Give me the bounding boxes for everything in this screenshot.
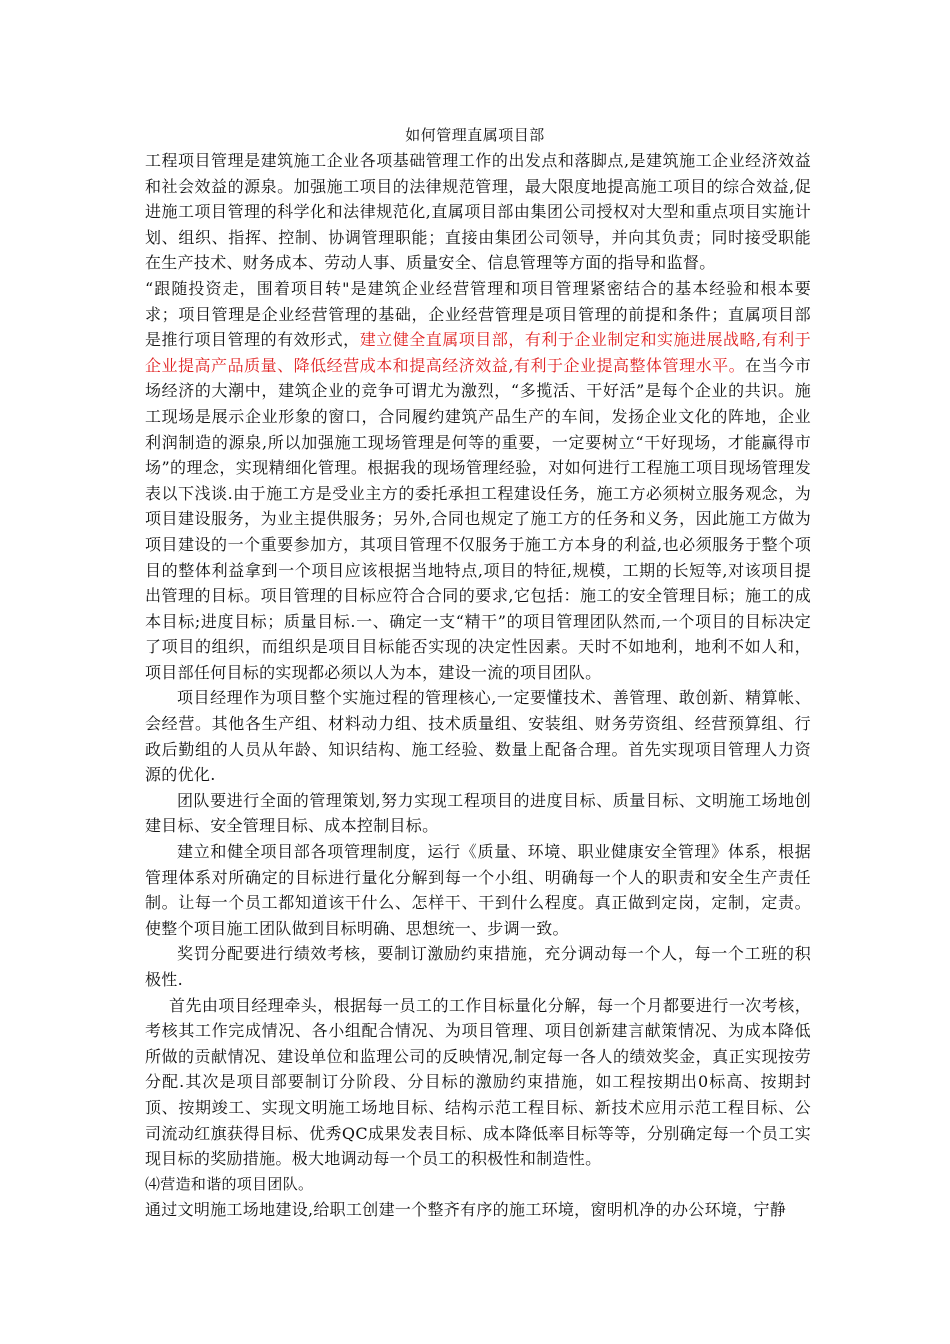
highlighted-text: 建立健全直属项目部，有利于企业制定和实施进展战略,有利于企业提高产品质量、降低经营成本和提高经济效益,有利于企业提高整体管理水平。 [145,330,811,375]
paragraph-text: 在当今市场经济的大潮中，建筑企业的竞争可谓尤为激烈，“多揽活、干好活”是每个企业的共识。施工现场是展示企业形象的窗口，合同履约建筑产品生产的车间，发扬企业文化的阵地，企业利润制造的源泉,所以加强施工现场管理是何等的重要，一定要树立“干好现场，才能赢得市场”的理念，实现精细化管理。根据我的现场管理经验，对如何进行工程施工项目现场管理发表以下浅谈.由于施工方是受业主方的委托承担工程建设任务，施工方必须树立服务观念，为项目建设服务，为业主提供服务；另外,合同也规定了施工方的任务和义务，因此施工方做为项目建设的一个重要参加方，其项目管理不仅服务于施工方本身的利益,也必须服务于整个项目的整体利益拿到一个项目应该根据当地特点,项目的特征,规模，工期的长短等,对该项目提出管理的目标。项目管理的目标应符合合同的要求,它包括：施工的安全管理目标；施工的成本目标;进度目标；质量目标.一、确定一支“精干”的项目管理团队然而,一个项目的目标决定了项目的组织，而组织是项目目标能否实现的决定性因素。天时不如地利，地利不如人和，项目部任何目标的实现都必须以人为本，建设一流的项目团队。 [145,355,812,682]
section-heading-harmonious-team: ⑷营造和谐的项目团队。 [145,1174,314,1193]
document-title: 如何管理直属项目部 [405,126,545,144]
paragraph-civilized-construction: 通过文明施工场地建设,给职工创建一个整齐有序的施工环境，窗明机净的办公环境，宁静 [145,1200,787,1220]
paragraph-management-system: 建立和健全项目部各项管理制度，运行《质量、环境、职业健康安全管理》体系，根据管理体系对所确定的目标进行量化分解到每一个小组、明确每一个人的职责和安全生产责任制。让每一个员工都知道该干什么、怎样干、干到什么程度。真正做到定岗，定制，定责。使整个项目施工团队做到目标明确、思想统一、步调一致。 [145,842,811,938]
paragraph-text: “跟随投资走，围着项目转"是建筑企业经营管理和项目管理紧密结合的基本经验和根本要求；项目管理是企业经营管理的基础，企业经营管理是项目管理的前提和条件；直属项目部是推行项目管理的有效形式， [145,278,811,350]
paragraph-performance-review: 奖罚分配要进行绩效考核，要制订激励约束措施，充分调动每一个人，每一个工班的积极性. [145,944,811,989]
paragraph-incentives: 首先由项目经理牵头，根据每一员工的工作目标量化分解，每一个月都要进行一次考核，考核其工作完成情况、各小组配合情况、为项目管理、项目创新建言献策情况、为成本降低所做的贡献情况、建设单位和监理公司的反映情况,制定每一各人的绩效奖金，真正实现按劳分配.其次是项目部要制订分阶段、分目标的激励约束措施，如工程按期出0标高、按期封顶、按期竣工、实现文明施工场地目标、结构示范工程目标、新技术应用示范工程目标、公司流动红旗获得目标、优秀QC成果发表目标、成本降低率目标等等，分别确定每一个员工实现目标的奖励措施。极大地调动每一个员工的积极性和制造性。 [145,995,811,1169]
document-body [145,148,811,1223]
paragraph-intro: 工程项目管理是建筑施工企业各项基础管理工作的出发点和落脚点,是建筑施工企业经济效益和社会效益的源泉。加强施工项目的法律规范管理，最大限度地提高施工项目的综合效益,促进施工项目管理的科学化和法律规范化,直属项目部由集团公司授权对大型和重点项目实施计划、组织、指挥、控制、协调管理职能；直接由集团公司领导，并向其负责；同时接受职能在生产技术、财务成本、劳动人事、质量安全、信息管理等方面的指导和监督。 [145,151,811,273]
paragraph-project-manager: 项目经理作为项目整个实施过程的管理核心,一定要懂技术、善管理、敢创新、精算帐、会经营。其他各生产组、材料动力组、技术质量组、安装组、财务劳资组、经营预算组、行政后勤组的人员从年龄、知识结构、施工经验、数量上配备合理。首先实现项目管理人力资源的优化. [145,688,811,785]
paragraph-team-planning: 团队要进行全面的管理策划,努力实现工程项目的进度目标、质量目标、文明施工场地创建目标、安全管理目标、成本控制目标。 [145,790,811,836]
paragraph-project-management [145,276,811,686]
